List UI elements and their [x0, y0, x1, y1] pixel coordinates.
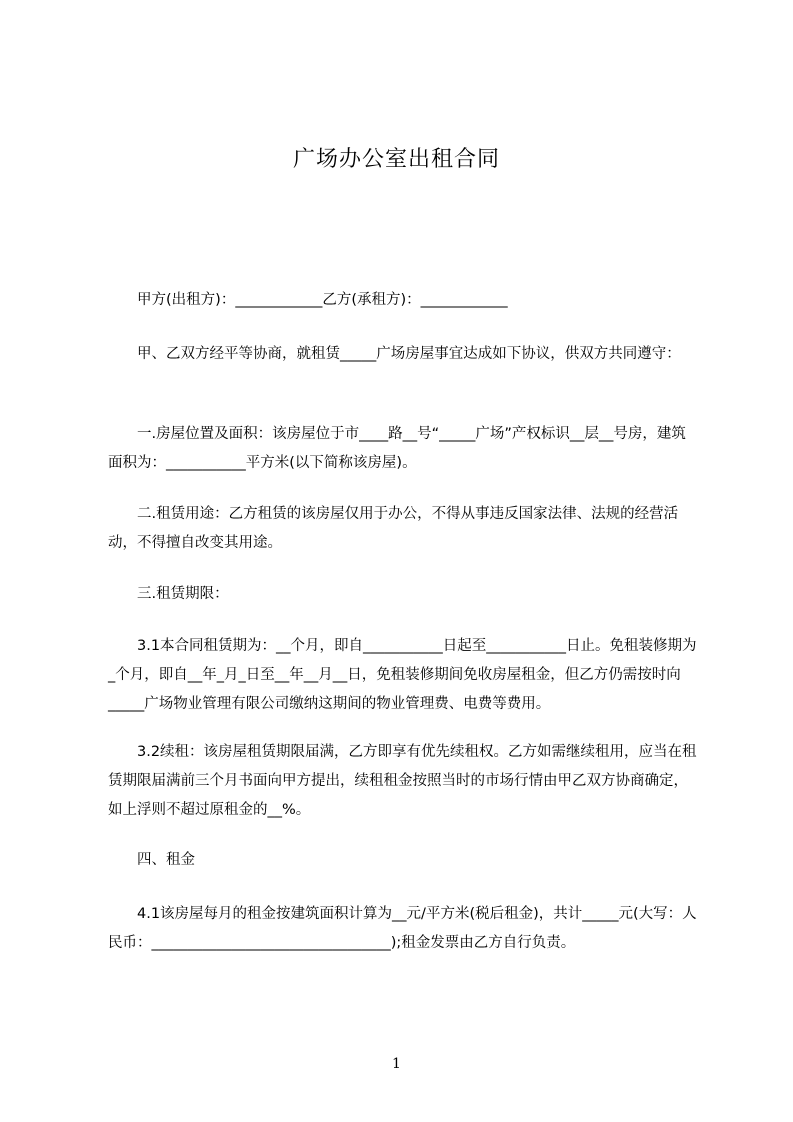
clause-3-2-renewal: 3.2续租：该房屋租赁期限届满，乙方即享有优先续租权。乙方如需继续租用，应当在租赁期限届满前三个月书面向甲方提出，续租租金按照当时的市场行情由甲乙双方协商确定，如上浮则不超过原租金的__%。	[108, 744, 697, 818]
section-3-heading: 三.租赁期限：	[108, 586, 229, 602]
page-number: 1	[392, 1056, 401, 1072]
section-4-heading: 四、租金	[108, 852, 195, 868]
document-title: 广场办公室出租合同	[292, 147, 500, 172]
parties-line: 甲方(出租方)：____________乙方(承租方)：____________	[108, 292, 508, 308]
section-1-location-area: 一.房屋位置及面积：该房屋位于市____路__号“_____广场”产权标识__层__号房，建筑面积为：___________平方米(以下简称该房屋)。	[108, 426, 686, 471]
clause-3-1-lease-term: 3.1本合同租赁期为：__个月，即自___________日起至___________日止。免租装修期为_个月，即自__年_月_日至__年__月__日，免租装修期间免收房屋租金，但乙方仍需按时向_____广场物业管理有限公司缴纳这期间的物业管理费、电费等费用。	[108, 638, 697, 712]
section-2-usage: 二.租赁用途：乙方租赁的该房屋仅用于办公，不得从事违反国家法律、法规的经营活动，不得擅自改变其用途。	[108, 506, 679, 551]
preamble-paragraph: 甲、乙双方经平等协商，就租赁_____广场房屋事宜达成如下协议，供双方共同遵守：	[108, 346, 681, 362]
clause-4-1-rent: 4.1该房屋每月的租金按建筑面积计算为__元/平方米(税后租金)，共计_____元(大写：人民币：_________________________________);租金发票由乙方自行负责。	[108, 906, 697, 951]
